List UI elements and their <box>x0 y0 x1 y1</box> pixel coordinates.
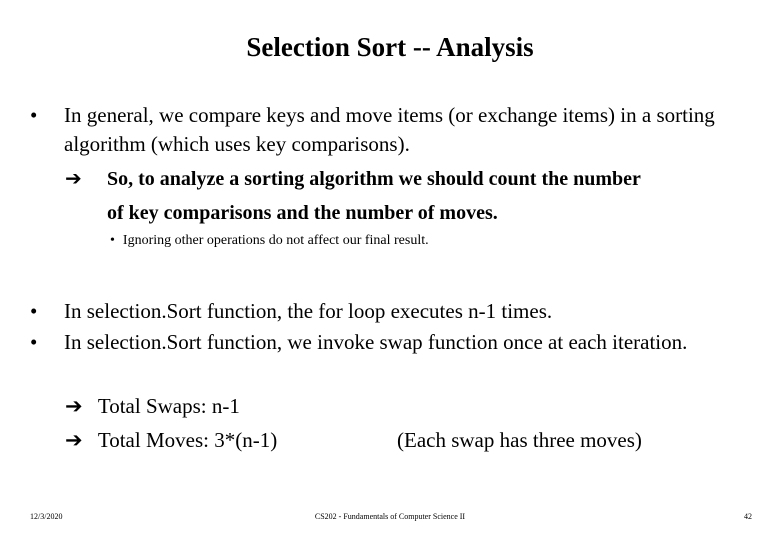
arrow-right-icon: ➔ <box>65 394 83 418</box>
bullet-key-comparisons <box>30 101 760 159</box>
arrow-point-analyze <box>65 164 765 195</box>
arrow-text-line-2: of key comparisons and the number of moves. <box>107 202 498 224</box>
bullet-icon: • <box>30 103 38 127</box>
footer-date: 12/3/2020 <box>30 512 63 521</box>
sub-bullet <box>110 233 429 249</box>
total-swaps-text: Total Swaps: n-1 <box>97 394 240 418</box>
arrow-right-icon: ➔ <box>65 428 83 452</box>
sub-bullet-icon: • <box>110 233 115 248</box>
slide-title: Selection Sort -- Analysis <box>246 32 534 62</box>
bullet-for-loop <box>30 296 760 327</box>
swap-note: (Each swap has three moves) <box>397 428 642 452</box>
arrow-point-analyze-cont <box>107 198 498 229</box>
bullet-text: In selection.Sort function, the for loop executes n-1 times. <box>64 299 553 323</box>
bullet-text: In general, we compare keys and move items (or exchange items) in a sorting algorithm (which uses key comparisons). <box>64 103 715 156</box>
arrow-text-line-1: So, to analyze a sorting algorithm we should count the number <box>107 168 641 190</box>
total-moves-text: Total Moves: 3*(n-1) <box>97 428 278 452</box>
footer-page-number: 42 <box>744 512 752 521</box>
bullet-icon: • <box>30 330 38 354</box>
bullet-swap <box>30 327 730 358</box>
bullet-icon: • <box>30 299 38 323</box>
footer-course: CS202 - Fundamentals of Computer Science II <box>314 512 466 521</box>
arrow-right-icon: ➔ <box>65 168 82 190</box>
bullet-text: In selection.Sort function, we invoke swap function once at each iteration. <box>64 330 688 354</box>
sub-bullet-text: Ignoring other operations do not affect our final result. <box>122 233 429 248</box>
arrow-total-moves <box>65 425 277 456</box>
arrow-total-swaps <box>65 391 240 422</box>
